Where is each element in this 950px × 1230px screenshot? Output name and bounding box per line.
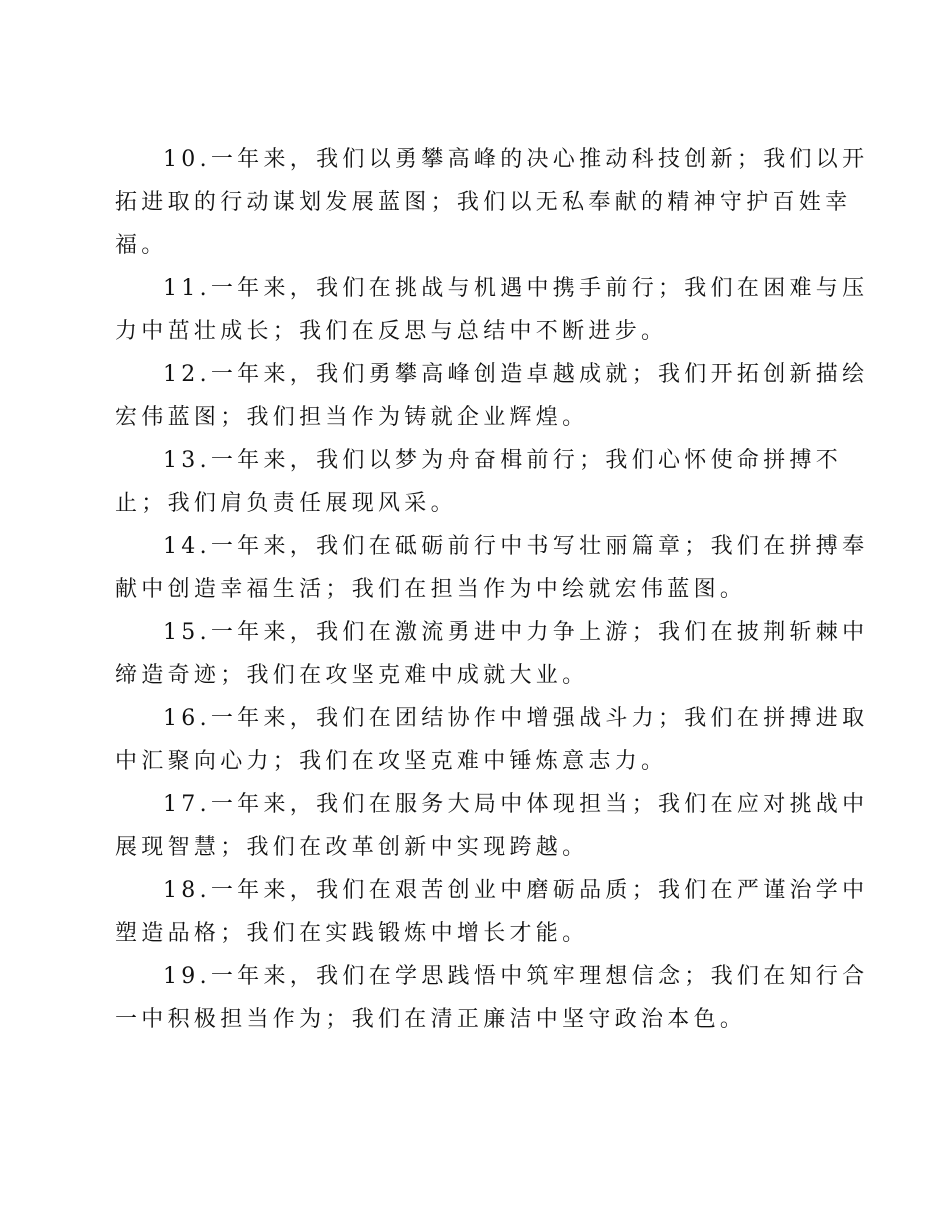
paragraph-line: 13.一年来，我们以梦为舟奋楫前行；我们心怀使命拼搏不 (163, 448, 843, 473)
paragraph-line: 18.一年来，我们在艰苦创业中磨砺品质；我们在严谨治学中 (163, 878, 869, 903)
paragraph (115, 611, 869, 697)
paragraph-line: 宏伟蓝图；我们担当作为铸就企业辉煌。 (115, 405, 589, 430)
paragraph-line: 14.一年来，我们在砥砺前行中书写壮丽篇章；我们在拼搏奉 (163, 534, 869, 559)
paragraph-line: 16.一年来，我们在团结协作中增强战斗力；我们在拼搏进取 (163, 706, 869, 731)
paragraph (115, 525, 869, 611)
document-body (115, 138, 869, 1041)
paragraph-line: 缔造奇迹；我们在攻坚克难中成就大业。 (115, 663, 589, 688)
paragraph-line: 19.一年来，我们在学思践悟中筑牢理想信念；我们在知行合 (163, 964, 869, 989)
paragraph (115, 439, 843, 525)
paragraph-line: 10.一年来，我们以勇攀高峰的决心推动科技创新；我们以开 (163, 147, 869, 172)
paragraph-line: 15.一年来，我们在激流勇进中力争上游；我们在披荆斩棘中 (163, 620, 869, 645)
paragraph-line: 塑造品格；我们在实践锻炼中增长才能。 (115, 921, 589, 946)
paragraph-line: 展现智慧；我们在改革创新中实现跨越。 (115, 835, 589, 860)
paragraph (115, 267, 869, 353)
paragraph-line: 力中茁壮成长；我们在反思与总结中不断进步。 (115, 319, 668, 344)
paragraph (115, 783, 869, 869)
paragraph (115, 869, 869, 955)
paragraph-line: 止；我们肩负责任展现风采。 (115, 491, 457, 516)
paragraph-line: 一中积极担当作为；我们在清正廉洁中坚守政治本色。 (115, 1007, 747, 1032)
paragraph-line: 献中创造幸福生活；我们在担当作为中绘就宏伟蓝图。 (115, 577, 747, 602)
paragraph (115, 697, 869, 783)
paragraph (115, 955, 869, 1041)
paragraph-line: 11.一年来，我们在挑战与机遇中携手前行；我们在困难与压 (163, 276, 869, 301)
paragraph-line: 中汇聚向心力；我们在攻坚克难中锤炼意志力。 (115, 749, 668, 774)
paragraph (115, 353, 869, 439)
paragraph (115, 138, 869, 267)
paragraph-line: 12.一年来，我们勇攀高峰创造卓越成就；我们开拓创新描绘 (163, 362, 869, 387)
paragraph-line: 17.一年来，我们在服务大局中体现担当；我们在应对挑战中 (163, 792, 869, 817)
paragraph-line: 拓进取的行动谋划发展蓝图；我们以无私奉献的精神守护百姓幸 (115, 190, 852, 215)
paragraph-line: 福。 (115, 233, 168, 258)
